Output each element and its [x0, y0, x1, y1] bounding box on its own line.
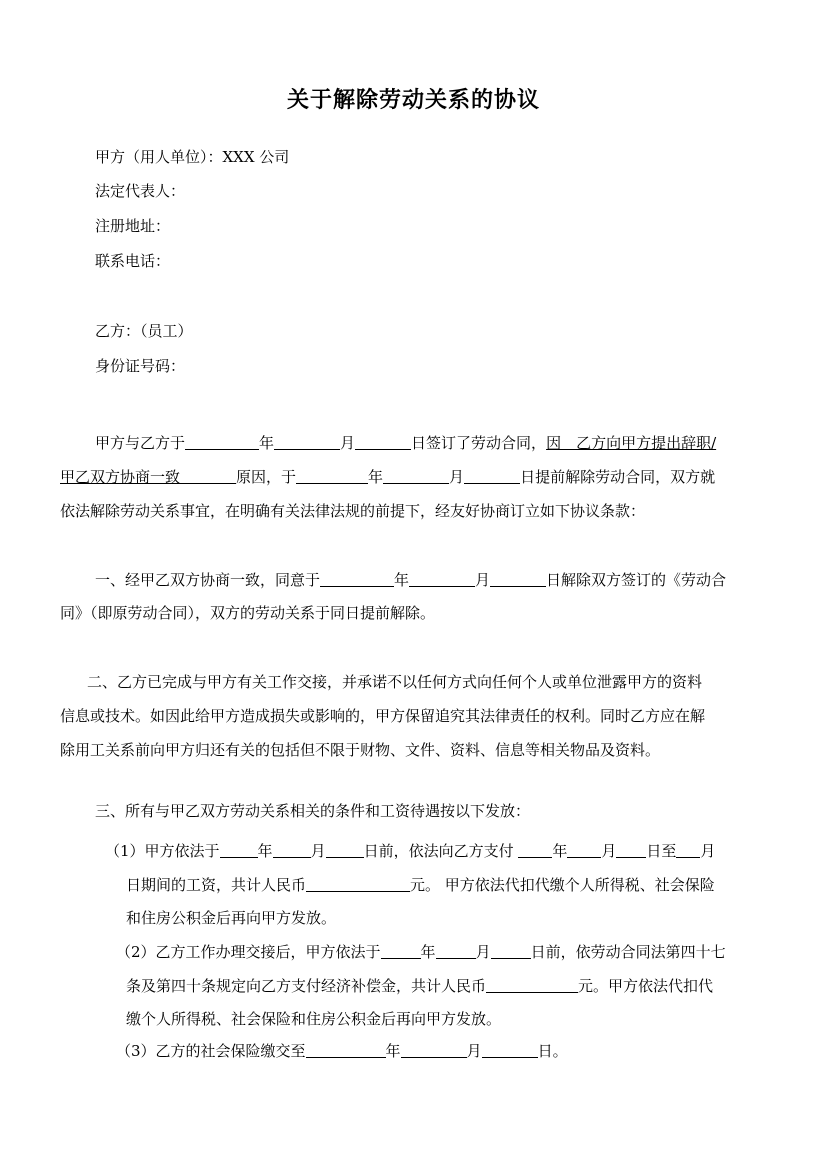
termination-reason-option: 因 乙方向甲方提出辞职/	[546, 434, 717, 452]
clause-1-line-2: 同》（即原劳动合同），双方的劳动关系于同日提前解除。	[60, 604, 436, 622]
pay-day-blank	[326, 843, 364, 858]
intro-line-1	[95, 435, 716, 451]
party-b-label: 乙方：（员工）	[95, 322, 193, 340]
item-text: 月	[310, 843, 326, 859]
item-text: 日前，依劳动合同法第四十七	[530, 943, 726, 961]
item-text: 月	[700, 843, 716, 859]
item-1-line-2	[126, 877, 715, 893]
dissolve-year-blank	[320, 572, 394, 587]
item-3-line-1	[116, 1043, 568, 1059]
clause-2-line-3: 除用工关系前向甲方归还有关的包括但不限于财物、文件、资料、信息等相关物品及资料。	[60, 741, 661, 759]
item-text: 月	[466, 1042, 482, 1060]
id-number-label: 身份证号码：	[95, 357, 186, 375]
pay-year-blank	[220, 843, 258, 858]
item-text: 日期间的工资，共计人民币	[126, 876, 307, 894]
compensation-amount-blank	[486, 978, 578, 993]
wage-amount-blank	[306, 877, 410, 892]
item-text: 月	[475, 943, 491, 961]
end-day-blank	[464, 469, 520, 484]
intro-text: 日提前解除劳动合同，双方就	[520, 468, 716, 486]
item-text: （3）乙方的社会保险缴交至	[116, 1042, 306, 1060]
sign-year-blank	[185, 435, 259, 450]
intro-text: 日签订了劳动合同，	[411, 434, 547, 452]
item-text: 年	[420, 943, 436, 961]
document-title: 关于解除劳动关系的协议	[286, 88, 540, 113]
item-text: 年	[385, 1042, 401, 1060]
pay-month-blank	[273, 843, 311, 858]
insurance-day-blank	[482, 1043, 538, 1058]
item-text: 月	[601, 843, 617, 859]
item-text: 元。甲方依法代扣代	[578, 977, 714, 995]
clause-2-line-1: 二、乙方已完成与甲方有关工作交接，并承诺不以任何方式向任何个人或单位泄露甲方的资料	[87, 673, 703, 691]
comp-year-blank	[381, 944, 421, 959]
intro-text: 年	[259, 434, 275, 452]
item-1-line-1	[105, 843, 765, 859]
insurance-month-blank	[401, 1043, 467, 1058]
item-1-line-3: 和住房公积金后再向甲方发放。	[126, 909, 337, 927]
comp-month-blank	[436, 944, 476, 959]
clause-3-heading: 三、所有与甲乙双方劳动关系相关的条件和工资待遇按以下发放：	[95, 802, 531, 820]
insurance-year-blank	[306, 1043, 386, 1058]
item-text: 日。	[537, 1042, 568, 1060]
item-2-line-3: 缴个人所得税、社会保险和住房公积金后再向甲方发放。	[126, 1010, 502, 1028]
item-text: （2）乙方工作办理交接后，甲方依法于	[116, 943, 381, 961]
comp-day-blank	[491, 944, 531, 959]
end-month-blank	[383, 469, 449, 484]
wage-from-day-blank	[616, 843, 646, 858]
item-2-line-2	[126, 978, 713, 994]
registered-address-label: 注册地址：	[95, 217, 171, 235]
intro-line-3: 依法解除劳动关系事宜，在明确有关法律法规的前提下，经友好协商订立如下协议条款：	[60, 502, 646, 520]
item-text: （1）甲方依法于	[105, 843, 220, 859]
clause-2-line-2: 信息或技术。如因此给甲方造成损失或影响的，甲方保留追究其法律责任的权利。同时乙方应在解	[60, 707, 706, 725]
intro-line-2	[60, 469, 715, 485]
item-text: 元。 甲方依法代扣代缴个人所得税、社会保险	[410, 876, 715, 894]
end-year-blank	[296, 469, 368, 484]
clause-text: 日解除双方签订的《劳动合	[546, 571, 727, 589]
wage-from-year-blank	[518, 843, 552, 858]
item-text: 年	[257, 843, 273, 859]
item-text: 日前，依法向乙方支付	[363, 843, 514, 859]
item-2-line-1	[116, 944, 726, 960]
contact-phone-label: 联系电话：	[95, 252, 171, 270]
sign-day-blank	[355, 435, 411, 450]
dissolve-month-blank	[409, 572, 475, 587]
legal-representative-label: 法定代表人：	[95, 182, 186, 200]
intro-text: 月	[340, 434, 356, 452]
item-text: 年	[552, 843, 568, 859]
intro-text: 年	[368, 468, 384, 486]
reason-blank	[180, 469, 236, 484]
dissolve-day-blank	[490, 572, 546, 587]
clause-text: 年	[394, 571, 410, 589]
intro-text: 甲方与乙方于	[95, 434, 186, 452]
wage-to-month-blank	[676, 843, 700, 858]
party-a-label: 甲方（用人单位）：XXX 公司	[95, 148, 290, 166]
item-text: 日至	[646, 843, 677, 859]
intro-text: 月	[449, 468, 465, 486]
sign-month-blank	[274, 435, 340, 450]
clause-text: 一、经甲乙双方协商一致，同意于	[95, 571, 321, 589]
wage-from-month-blank	[567, 843, 601, 858]
clause-text: 月	[475, 571, 491, 589]
termination-reason-option: 甲乙双方协商一致	[60, 468, 181, 486]
intro-text: 原因，于	[236, 468, 297, 486]
clause-1-line-1	[95, 572, 726, 588]
item-text: 条及第四十条规定向乙方支付经济补偿金，共计人民币	[126, 977, 487, 995]
